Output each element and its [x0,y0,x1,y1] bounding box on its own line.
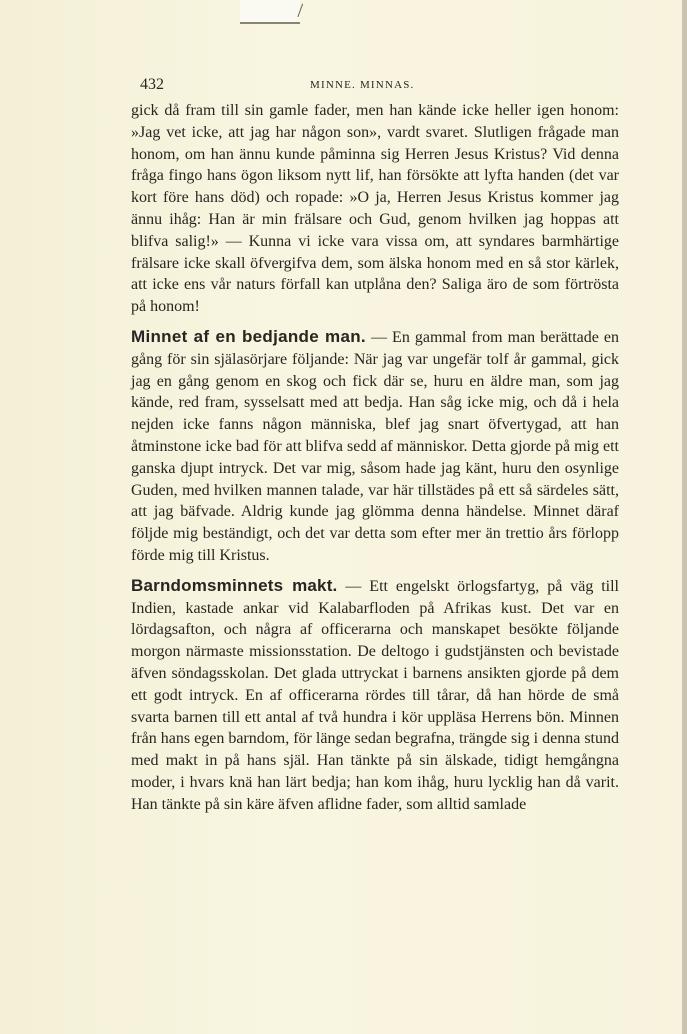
running-head: MINNE. MINNAS. [310,79,415,91]
section-minnet [131,326,619,567]
section-body-minnet: — En gammal from man berättade en gång för sin själasörjare följande: När jag var ungefär tolf år gammal, gick jag en gång genom en skog och fick där se, huru en äldre man, som jag kände, red fram, sysselsatt med att bedja. Han såg icke mig, och då i hela nejden icke fanns någon människa, blef jag snart öfvertygad, att han åtminstone icke bad för att blifva sedd af människor. Detta gjorde på mig ett ganska djupt intryck. Det var mig, såsom hade jag känt, huru den osynlige Guden, med hvilken mannen talade, var här tillstädes på ett så särdeles sätt, att jag bäfvade. Aldrig kunde jag glömma denna händelse. Minnet däraf följde mig beständigt, och det var detta som efter mer än trettio års förlopp förde mig till Kristus. [131,328,620,564]
page-header [140,76,620,98]
section-barndom [131,575,619,816]
section-heading-minnet: Minnet af en bedjande man. [131,326,366,346]
page-number: 432 [140,76,164,93]
section-body-barndom: — Ett engelskt örlogsfartyg, på väg till Indien, kastade ankar vid Kalabarfloden på Afrikas kust. Det var en lördagsafton, och några af officerarna och manskapet besökte följande morgon närmaste missionsstation. De deltogo i gudstjänsten och bevistade äfven söndagsskolan. Det glada uttryckat i barnens ansikten gjorde på dem ett godt intryck. En af officerarna rördes till tårar, då han hörde de små svarta barnen till ett antal af två hundra i kör uppläsa Herrens bön. Minnen från hans egen barndom, för länge sedan begrafna, trängde sig i denna stund med makt in på hans själ. Han tänkte på sin älskade, tidigt hemgångna moder, i hvars knä han lärt bedja; han kom ihåg, huru lycklig han då varit. Han tänkte på sin käre äfven aflidne fader, som alltid samlade [131,577,620,813]
paragraph-continuation: gick då fram till sin gamle fader, men han kände icke heller igen honom: »Jag vet icke, att jag har någon son», vardt svaret. Slutligen frågade man honom, om han ännu kunde påminna sig Herren Jesus Kristus? Vid denna fråga fingo hans ögon liksom nytt lif, han försökte att lyfta handen (det var kort före hans död) och ropade: »O ja, Herren Jesus Kristus kommer jag ännu ihåg: Han är min frälsare och Gud, genom hvilken jag hoppas att blifva salig!» — Kunna vi icke vara vissa om, att syndares barmhärtige frälsare icke skall öfvergifva dem, som älska honom med en så stor kärlek, att icke ens vår naturs förfall kan utplåna den? Saliga äro de som förtrösta på honom! [131,102,619,316]
section-heading-barndom: Barndomsminnets makt. [131,575,338,595]
page-edge [682,0,687,1034]
body-text [131,100,619,816]
